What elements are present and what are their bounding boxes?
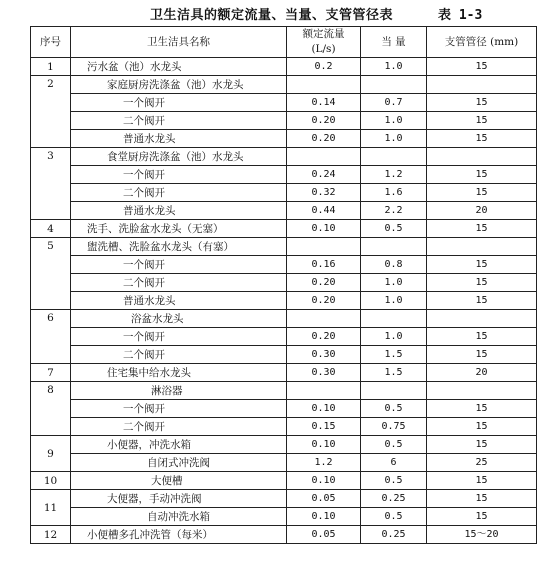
table-row: [31, 382, 537, 400]
row-seq: 12: [31, 526, 71, 544]
row-flow: [287, 238, 361, 256]
row-equiv: 1.0: [361, 328, 427, 346]
row-name: 自动冲洗水箱: [71, 508, 287, 526]
row-equiv: [361, 382, 427, 400]
row-flow: 0.05: [287, 526, 361, 544]
row-pipe: 15: [427, 274, 537, 292]
table-row: [31, 400, 537, 418]
row-pipe: [427, 238, 537, 256]
fixture-flow-table: [30, 26, 537, 544]
row-seq: 9: [31, 436, 71, 472]
row-equiv: 0.5: [361, 220, 427, 238]
row-flow: 0.30: [287, 346, 361, 364]
row-pipe: 15: [427, 292, 537, 310]
table-caption: [0, 4, 543, 22]
row-pipe: 15: [427, 58, 537, 76]
row-flow: 0.32: [287, 184, 361, 202]
row-equiv: 1.6: [361, 184, 427, 202]
row-pipe: [427, 148, 537, 166]
row-name: 普通水龙头: [71, 292, 287, 310]
row-pipe: 15: [427, 328, 537, 346]
row-equiv: 0.25: [361, 490, 427, 508]
row-name: 一个阀开: [71, 166, 287, 184]
row-name: 一个阀开: [71, 328, 287, 346]
row-pipe: 15: [427, 166, 537, 184]
row-name: 住宅集中给水龙头: [71, 364, 287, 382]
row-seq: 7: [31, 364, 71, 382]
row-flow: 0.14: [287, 94, 361, 112]
table-title: 卫生洁具的额定流量、当量、支管管径表: [150, 8, 394, 23]
row-equiv: 0.7: [361, 94, 427, 112]
row-pipe: 20: [427, 202, 537, 220]
row-flow: 0.20: [287, 328, 361, 346]
row-flow: 0.15: [287, 418, 361, 436]
row-name: 一个阀开: [71, 400, 287, 418]
table-row: [31, 364, 537, 382]
row-flow: 0.20: [287, 130, 361, 148]
row-pipe: [427, 310, 537, 328]
row-flow: 0.16: [287, 256, 361, 274]
row-pipe: 15: [427, 346, 537, 364]
table-row: [31, 508, 537, 526]
row-pipe: 15: [427, 184, 537, 202]
row-equiv: 1.0: [361, 292, 427, 310]
row-equiv: 1.0: [361, 112, 427, 130]
row-equiv: [361, 310, 427, 328]
row-equiv: 1.2: [361, 166, 427, 184]
row-equiv: [361, 148, 427, 166]
row-name: 污水盆（池）水龙头: [71, 58, 287, 76]
row-pipe: 15: [427, 130, 537, 148]
row-equiv: 0.8: [361, 256, 427, 274]
row-name: 普通水龙头: [71, 130, 287, 148]
row-name: 家庭厨房洗涤盆（池）水龙头: [71, 76, 287, 94]
row-equiv: 1.5: [361, 364, 427, 382]
row-pipe: [427, 382, 537, 400]
row-equiv: 1.0: [361, 58, 427, 76]
table-row: [31, 328, 537, 346]
row-name: 二个阀开: [71, 184, 287, 202]
row-equiv: 0.5: [361, 508, 427, 526]
row-pipe: 15: [427, 436, 537, 454]
table-row: [31, 292, 537, 310]
row-name: 淋浴器: [71, 382, 287, 400]
row-seq: 6: [31, 310, 71, 364]
row-pipe: 15: [427, 508, 537, 526]
row-pipe: 20: [427, 364, 537, 382]
table-row: [31, 526, 537, 544]
row-pipe: 15～20: [427, 526, 537, 544]
row-seq: 8: [31, 382, 71, 436]
row-name: 小便器，冲洗水箱: [71, 436, 287, 454]
row-flow: 0.24: [287, 166, 361, 184]
row-flow: 0.10: [287, 436, 361, 454]
row-pipe: 15: [427, 112, 537, 130]
row-name: 普通水龙头: [71, 202, 287, 220]
row-flow: 0.2: [287, 58, 361, 76]
row-pipe: 15: [427, 418, 537, 436]
table-row: [31, 220, 537, 238]
table-row: [31, 256, 537, 274]
row-seq: 2: [31, 76, 71, 148]
table-row: [31, 490, 537, 508]
row-equiv: 1.0: [361, 274, 427, 292]
table-row: [31, 436, 537, 454]
row-name: 自闭式冲洗阀: [71, 454, 287, 472]
row-pipe: 15: [427, 490, 537, 508]
table-row: [31, 310, 537, 328]
row-name: 二个阀开: [71, 346, 287, 364]
table-row: [31, 454, 537, 472]
row-equiv: 0.75: [361, 418, 427, 436]
row-flow: 0.20: [287, 112, 361, 130]
row-flow: 0.20: [287, 274, 361, 292]
table-row: [31, 166, 537, 184]
row-name: 盥洗槽、洗脸盆水龙头（有塞）: [71, 238, 287, 256]
row-equiv: 6: [361, 454, 427, 472]
row-name: 大便槽: [71, 472, 287, 490]
table-header-row: [31, 27, 537, 58]
row-pipe: 15: [427, 400, 537, 418]
row-seq: 11: [31, 490, 71, 526]
row-seq: 3: [31, 148, 71, 220]
row-flow: 1.2: [287, 454, 361, 472]
row-name: 二个阀开: [71, 418, 287, 436]
row-pipe: 15: [427, 220, 537, 238]
table-row: [31, 238, 537, 256]
table-row: [31, 58, 537, 76]
row-flow: [287, 382, 361, 400]
header-equivalent: 当 量: [361, 27, 427, 58]
row-seq: 1: [31, 58, 71, 76]
table-row: [31, 76, 537, 94]
row-flow: 0.30: [287, 364, 361, 382]
table-row: [31, 112, 537, 130]
row-name: 小便槽多孔冲洗管（每米）: [71, 526, 287, 544]
row-flow: 0.44: [287, 202, 361, 220]
row-pipe: 15: [427, 94, 537, 112]
table-number: 表 1-3: [438, 8, 483, 23]
row-equiv: [361, 238, 427, 256]
header-name: 卫生洁具名称: [71, 27, 287, 58]
table-row: [31, 184, 537, 202]
row-equiv: 0.25: [361, 526, 427, 544]
row-flow: 0.10: [287, 400, 361, 418]
row-pipe: 15: [427, 256, 537, 274]
table-row: [31, 346, 537, 364]
row-seq: 5: [31, 238, 71, 310]
table-row: [31, 94, 537, 112]
row-name: 洗手、洗脸盆水龙头（无塞）: [71, 220, 287, 238]
row-flow: [287, 76, 361, 94]
row-pipe: 15: [427, 472, 537, 490]
row-pipe: [427, 76, 537, 94]
row-equiv: 0.5: [361, 436, 427, 454]
header-seq: 序号: [31, 27, 71, 58]
row-equiv: 0.5: [361, 400, 427, 418]
row-name: 浴盆水龙头: [71, 310, 287, 328]
row-flow: 0.05: [287, 490, 361, 508]
row-name: 二个阀开: [71, 274, 287, 292]
row-flow: 0.10: [287, 220, 361, 238]
table-row: [31, 418, 537, 436]
row-equiv: [361, 76, 427, 94]
row-equiv: 1.5: [361, 346, 427, 364]
table-row: [31, 130, 537, 148]
row-name: 一个阀开: [71, 256, 287, 274]
table-row: [31, 148, 537, 166]
row-name: 一个阀开: [71, 94, 287, 112]
row-pipe: 25: [427, 454, 537, 472]
header-pipe-diameter: 支管管径 (mm): [427, 27, 537, 58]
row-flow: 0.10: [287, 472, 361, 490]
row-flow: [287, 310, 361, 328]
row-name: 二个阀开: [71, 112, 287, 130]
row-name: 食堂厨房洗涤盆（池）水龙头: [71, 148, 287, 166]
row-name: 大便器，手动冲洗阀: [71, 490, 287, 508]
row-seq: 4: [31, 220, 71, 238]
table-row: [31, 202, 537, 220]
row-flow: 0.10: [287, 508, 361, 526]
row-flow: 0.20: [287, 292, 361, 310]
row-flow: [287, 148, 361, 166]
row-equiv: 2.2: [361, 202, 427, 220]
table-row: [31, 274, 537, 292]
header-flow: 额定流量 (L/s): [287, 27, 361, 58]
row-equiv: 0.5: [361, 472, 427, 490]
row-seq: 10: [31, 472, 71, 490]
table-row: [31, 472, 537, 490]
row-equiv: 1.0: [361, 130, 427, 148]
